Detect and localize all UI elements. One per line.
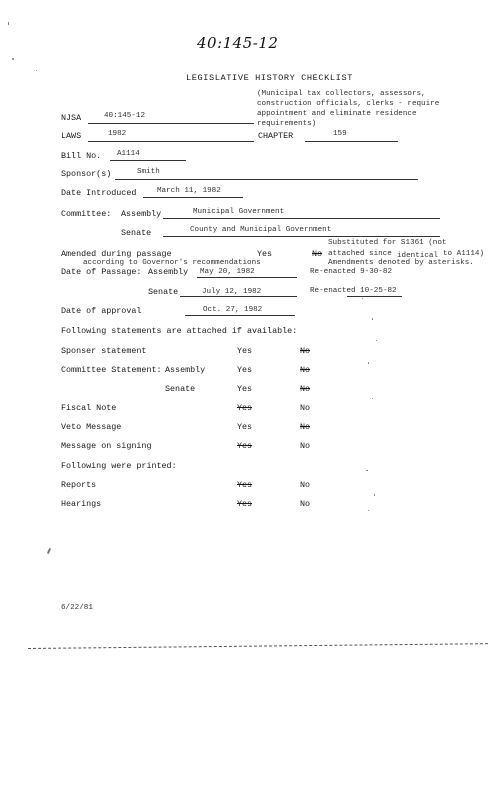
scan-edge-line	[28, 643, 488, 649]
passage-assembly-reenacted: Re-enacted 9-30-82	[310, 268, 393, 276]
description-line-2: construction officials, clerks - require	[257, 100, 440, 108]
committee-statement-assembly-label: Assembly	[165, 365, 206, 375]
reports-label: Reports	[61, 480, 97, 490]
following-printed-heading: Following were printed:	[61, 461, 177, 471]
hearings-yes-struck: Yes	[237, 499, 253, 509]
committee-label: Committee:	[61, 209, 112, 219]
substituted-line-3: Amendments denoted by asterisks.	[328, 259, 474, 267]
description-line-3: appointment and eliminate residence	[257, 110, 417, 118]
passage-senate-reenacted: Re-enacted 10-25-82	[310, 287, 397, 295]
scan-speck	[12, 58, 14, 60]
amended-note: according to Governor's recommendations	[83, 259, 261, 267]
reports-yes-struck: Yes	[237, 480, 253, 490]
scan-speck	[8, 22, 9, 25]
substituted-line-2a: attached since	[328, 250, 392, 258]
description-line-4: requirements)	[257, 120, 317, 128]
committee-assembly-label: Assembly	[121, 209, 162, 219]
scan-speck	[368, 510, 369, 511]
chapter-value: 159	[333, 130, 347, 138]
date-introduced-label: Date Introduced	[61, 188, 137, 198]
passage-senate-label: Senate	[148, 287, 179, 297]
scan-speck	[47, 548, 51, 554]
handwritten-file-number: 40:145-12	[197, 34, 279, 52]
committee-senate-label: Senate	[121, 228, 152, 238]
chapter-label: CHAPTER	[258, 131, 294, 141]
approval-label: Date of approval	[61, 306, 142, 316]
committee-statement-senate-yes: Yes	[237, 384, 253, 394]
hearings-no: No	[300, 499, 311, 509]
amended-label: Amended during passage	[61, 249, 172, 259]
message-on-signing-no: No	[300, 441, 311, 451]
message-on-signing-label: Message on signing	[61, 441, 152, 451]
committee-statement-assembly-no-struck: No	[300, 365, 311, 375]
scan-speck	[374, 494, 375, 496]
scan-speck	[376, 340, 377, 341]
fiscal-note-yes-struck: Yes	[237, 403, 253, 413]
scan-speck	[366, 470, 368, 471]
amended-yes: Yes	[257, 249, 273, 259]
following-attached-heading: Following statements are attached if available:	[61, 326, 298, 336]
amended-no-struck: No	[312, 249, 323, 259]
hearings-label: Hearings	[61, 499, 102, 509]
sponsor-statement-label: Sponser statement	[61, 346, 147, 356]
njsa-value: 40:145-12	[104, 112, 146, 120]
committee-senate-value: County and Municipal Government	[190, 226, 332, 234]
laws-value: 1982	[108, 130, 127, 138]
page-title: LEGISLATIVE HISTORY CHECKLIST	[186, 73, 353, 83]
committee-assembly-value: Municipal Government	[193, 208, 285, 216]
description-line-1: (Municipal tax collectors, assessors,	[257, 90, 426, 98]
sponsor-statement-yes: Yes	[237, 346, 253, 356]
bill-value: A1114	[117, 150, 140, 158]
passage-senate-value: July 12, 1982	[202, 288, 262, 296]
scan-speck	[372, 318, 373, 320]
passage-label: Date of Passage:	[61, 267, 142, 277]
sponsor-value: Smith	[137, 168, 160, 176]
committee-statement-assembly-yes: Yes	[237, 365, 253, 375]
fiscal-note-label: Fiscal Note	[61, 403, 117, 413]
scan-speck	[36, 70, 37, 71]
laws-label: LAWS	[61, 131, 82, 141]
fiscal-note-no: No	[300, 403, 311, 413]
message-on-signing-yes-struck: Yes	[237, 441, 253, 451]
scan-speck	[362, 298, 363, 299]
passage-assembly-label: Assembly	[148, 267, 189, 277]
veto-message-label: Veto Message	[61, 422, 122, 432]
form-date: 6/22/81	[61, 604, 93, 612]
committee-statement-senate-label: Senate	[165, 384, 196, 394]
substituted-line-1: Substituted for S1361 (not	[328, 239, 447, 247]
approval-value: Oct. 27, 1982	[203, 306, 263, 314]
committee-statement-senate-no-struck: No	[300, 384, 311, 394]
substituted-line-2b: identical	[397, 252, 439, 260]
committee-statement-label: Committee Statement:	[61, 365, 162, 375]
sponsor-statement-no-struck: No	[300, 346, 311, 356]
reports-no: No	[300, 480, 311, 490]
date-introduced-value: March 11, 1982	[157, 187, 221, 195]
substituted-line-2c: to A1114)	[443, 250, 485, 258]
veto-message-yes: Yes	[237, 422, 253, 432]
scan-speck	[368, 362, 369, 364]
veto-message-no-struck: No	[300, 422, 311, 432]
njsa-label: NJSA	[61, 113, 82, 123]
bill-label: Bill No.	[61, 151, 102, 161]
passage-assembly-value: May 20, 1982	[200, 268, 255, 276]
scan-speck	[372, 398, 373, 399]
sponsor-label: Sponsor(s)	[61, 169, 112, 179]
